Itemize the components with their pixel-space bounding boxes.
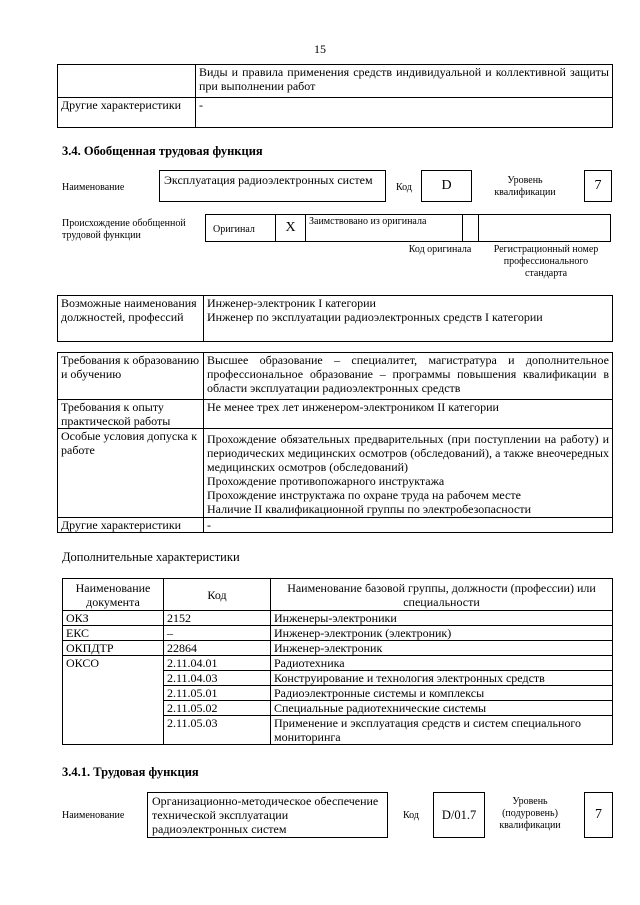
req-conditions-line: Прохождение инструктажа по охране труда на рабочем месте <box>207 488 521 502</box>
gtf-level-value: 7 <box>584 170 612 202</box>
additional-name: Радиотехника <box>271 656 613 671</box>
additional-name: Инженер-электроник <box>271 641 613 656</box>
gtf-level-label: Уровень квалификации <box>494 175 556 198</box>
additional-name: Конструирование и технология электронных средств <box>271 671 613 686</box>
gtf-reg-number-caption: Регистрационный номер профессионального стандарта <box>493 244 599 279</box>
tf-level-label: Уровень (подуровень) квалификации <box>499 796 561 831</box>
divider <box>462 214 463 242</box>
gtf-borrowed-label: Заимствовано из оригинала <box>309 216 427 227</box>
tf-code-value: D/01.7 <box>433 792 485 838</box>
additional-code: 2.11.05.02 <box>164 701 271 716</box>
additional-name: Радиоэлектронные системы и комплексы <box>271 686 613 701</box>
positions-value-line1: Инженер-электроник I категории <box>207 296 376 310</box>
top-table-empty-cell <box>58 65 196 98</box>
divider <box>478 214 479 242</box>
gtf-name-value: Эксплуатация радиоэлектронных систем <box>159 170 386 202</box>
additional-code: – <box>164 626 271 641</box>
tf-name-label: Наименование <box>62 810 125 821</box>
additional-code: 2.11.05.03 <box>164 716 271 745</box>
req-conditions-line: Наличие II квалификационной группы по электробезопасности <box>207 502 532 516</box>
tf-level-value: 7 <box>584 792 613 838</box>
page-number: 15 <box>314 42 326 56</box>
gtf-original-label: Оригинал <box>213 224 255 235</box>
tf-name-value: Организационно-методическое обеспечение технической эксплуатации радиоэлектронных систем <box>147 792 388 838</box>
req-conditions-label: Особые условия допуска к работе <box>58 429 204 518</box>
gtf-original-mark: X <box>285 220 296 235</box>
req-other-label: Другие характеристики <box>58 518 204 533</box>
positions-table <box>57 295 613 342</box>
req-experience-label: Требования к опыту практической работы <box>58 400 204 429</box>
additional-doc: ОКПДТР <box>63 641 164 656</box>
additional-code: 2.11.05.01 <box>164 686 271 701</box>
additional-title: Дополнительные характеристики <box>62 550 240 564</box>
positions-label: Возможные наименования должностей, профессий <box>58 296 204 342</box>
gtf-origin-label: Происхождение обобщенной трудовой функции <box>62 218 186 241</box>
req-experience-value: Не менее трех лет инженером-электроником II категории <box>204 400 613 429</box>
req-conditions-line: Прохождение обязательных предварительных (при поступлении на работу) и периодических медицинских осмотров (обследований), а также внеочередных медицинских осмотров (обследований) <box>207 432 609 474</box>
positions-value <box>204 296 613 342</box>
top-table-row2-value: - <box>196 98 613 128</box>
requirements-table <box>57 352 613 533</box>
req-conditions-value <box>204 429 613 518</box>
divider <box>305 214 306 242</box>
positions-value-line2: Инженер по эксплуатации радиоэлектронных средств I категории <box>207 310 543 324</box>
top-table-row1-value: Виды и правила применения средств индивидуальной и коллективной защиты при выполнении работ <box>196 65 613 98</box>
top-table <box>57 64 613 128</box>
additional-code: 2.11.04.03 <box>164 671 271 686</box>
additional-header-code: Код <box>164 579 271 611</box>
req-education-label: Требования к образованию и обучению <box>58 353 204 400</box>
additional-name: Инженеры-электроники <box>271 611 613 626</box>
req-education-value: Высшее образование – специалитет, магистратура и дополнительное профессиональное образование – программы повышения квалификации в области эксплуатации радиоэлектронных средств <box>204 353 613 400</box>
additional-code: 22864 <box>164 641 271 656</box>
additional-name: Специальные радиотехнические системы <box>271 701 613 716</box>
gtf-name-label: Наименование <box>62 182 125 193</box>
additional-name: Применение и эксплуатация средств и систем специального мониторинга <box>271 716 613 745</box>
additional-code: 2152 <box>164 611 271 626</box>
additional-name: Инженер-электроник (электроник) <box>271 626 613 641</box>
top-table-row2-label: Другие характеристики <box>58 98 196 128</box>
req-other-value: - <box>204 518 613 533</box>
additional-doc: ОКСО <box>63 656 164 745</box>
additional-doc: ОКЗ <box>63 611 164 626</box>
gtf-code-value: D <box>421 170 472 202</box>
section-34-title: 3.4. Обобщенная трудовая функция <box>62 144 263 158</box>
additional-header-name: Наименование базовой группы, должности (профессии) или специальности <box>271 579 613 611</box>
tf-code-label: Код <box>403 810 419 821</box>
additional-doc: ЕКС <box>63 626 164 641</box>
additional-table <box>62 578 613 745</box>
req-conditions-line: Прохождение противопожарного инструктажа <box>207 474 445 488</box>
additional-code: 2.11.04.01 <box>164 656 271 671</box>
additional-header-doc: Наименование документа <box>63 579 164 611</box>
gtf-code-original-caption: Код оригинала <box>408 244 472 255</box>
section-341-title: 3.4.1. Трудовая функция <box>62 765 199 779</box>
gtf-code-label: Код <box>396 182 412 193</box>
